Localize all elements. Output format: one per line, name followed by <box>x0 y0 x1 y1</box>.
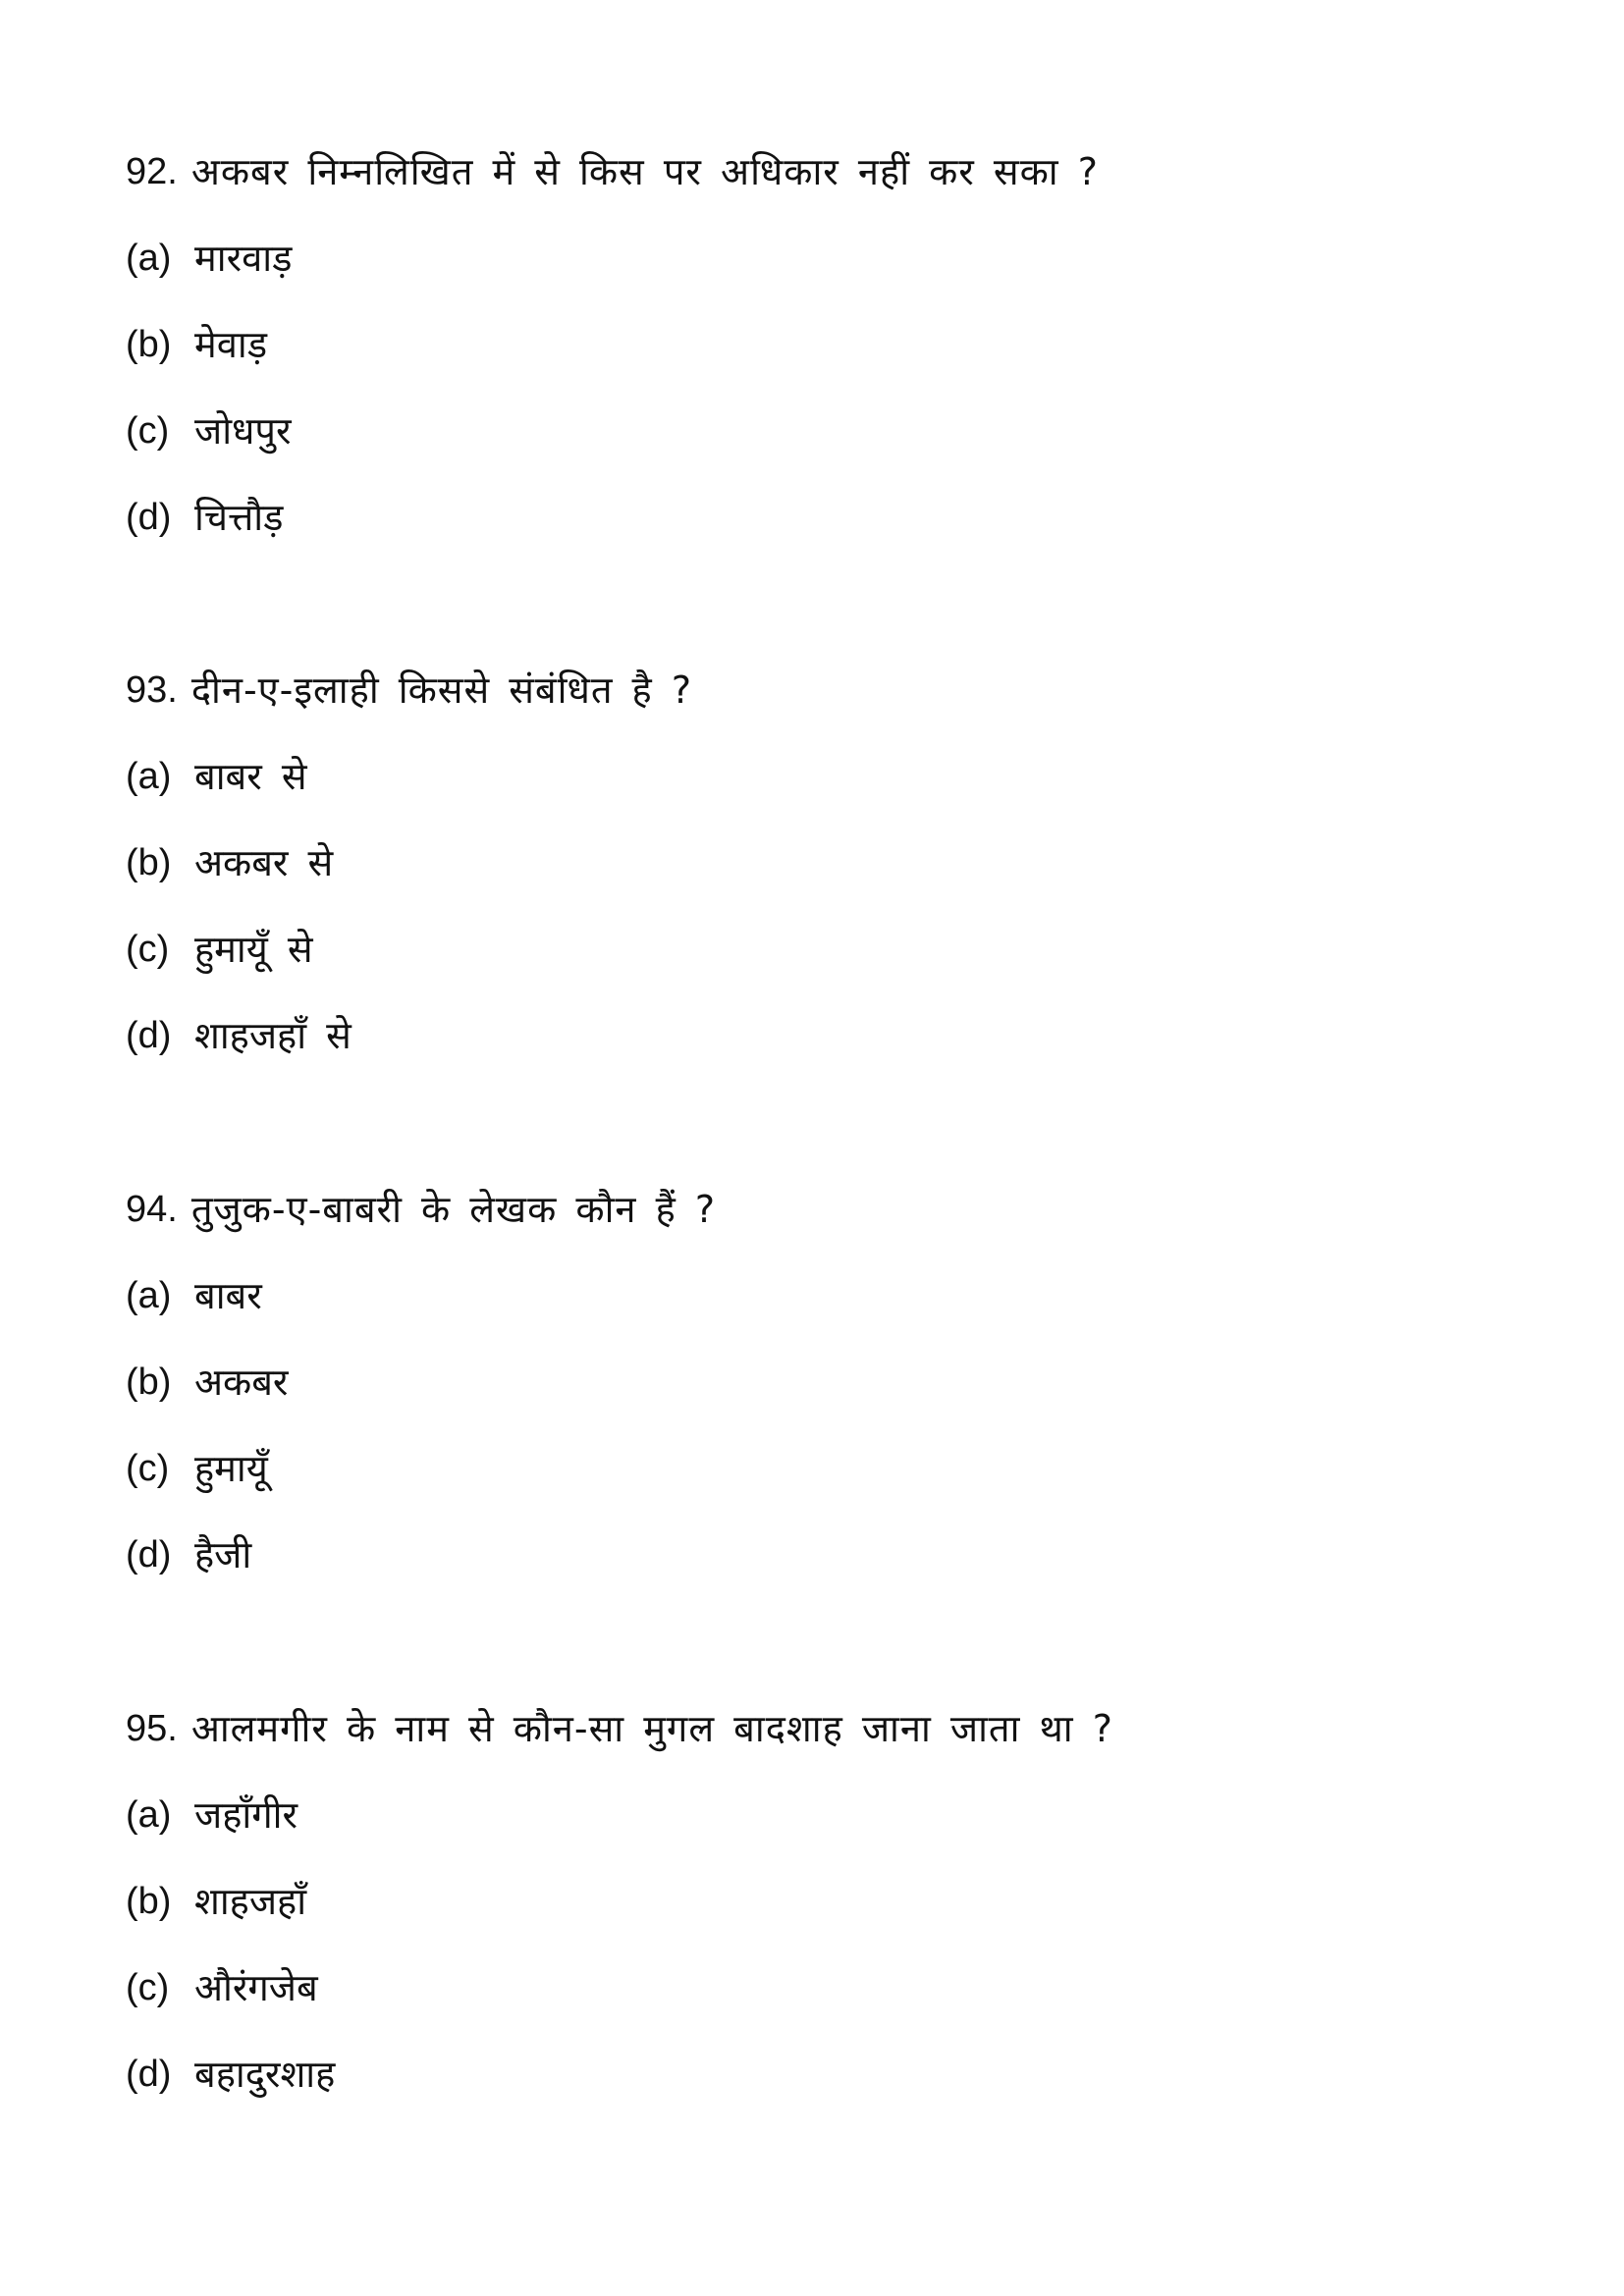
question-stem <box>126 1166 1520 1253</box>
option-d <box>126 992 1520 1079</box>
option-a <box>126 1253 1520 1339</box>
question-text: दीन-ए-इलाही किससे संबंधित है ? <box>190 668 692 712</box>
question-95 <box>126 1685 1520 2117</box>
option-text: अकबर से <box>194 841 334 884</box>
option-label: (a) <box>126 1794 172 1836</box>
option-text: औरंगजेब <box>194 1966 318 2009</box>
option-text: हुमायूँ से <box>194 928 313 971</box>
question-stem <box>126 647 1520 733</box>
question-text: अकबर निम्नलिखित में से किस पर अधिकार नहीं कर सका ? <box>190 150 1099 193</box>
option-text: बाबर <box>194 1274 262 1317</box>
question-stem <box>126 129 1520 215</box>
question-text: तुजुक-ए-बाबरी के लेखक कौन हैं ? <box>190 1188 717 1231</box>
option-b <box>126 820 1520 906</box>
option-d <box>126 474 1520 561</box>
option-text: हुमायूँ <box>194 1447 268 1490</box>
option-label: (d) <box>126 1015 172 1056</box>
option-a <box>126 733 1520 820</box>
question-text: आलमगीर के नाम से कौन-सा मुगल बादशाह जाना जाता था ? <box>190 1707 1113 1750</box>
option-label: (c) <box>126 1967 170 2008</box>
question-number: 92. <box>126 151 178 192</box>
option-label: (b) <box>126 1881 172 1922</box>
question-94 <box>126 1166 1520 1598</box>
option-b <box>126 1858 1520 1945</box>
question-stem <box>126 1685 1520 1772</box>
option-label: (d) <box>126 497 172 538</box>
question-number: 93. <box>126 669 178 711</box>
option-text: हैजी <box>194 1533 252 1576</box>
option-text: जोधपुर <box>194 409 292 453</box>
option-label: (b) <box>126 842 172 883</box>
option-label: (d) <box>126 1534 172 1575</box>
option-d <box>126 2031 1520 2117</box>
option-text: जहाँगीर <box>194 1793 298 1837</box>
option-label: (c) <box>126 929 170 970</box>
option-text: मेवाड़ <box>194 323 268 366</box>
option-label: (a) <box>126 1275 172 1316</box>
option-c <box>126 906 1520 992</box>
option-label: (c) <box>126 1448 170 1489</box>
option-text: बाबर से <box>194 755 307 798</box>
question-92 <box>126 129 1520 561</box>
option-a <box>126 1772 1520 1858</box>
option-text: मारवाड़ <box>194 237 293 280</box>
option-text: शाहजहाँ से <box>194 1014 352 1057</box>
question-number: 95. <box>126 1708 178 1749</box>
option-d <box>126 1512 1520 1598</box>
option-c <box>126 388 1520 474</box>
option-text: चित्तौड़ <box>194 496 284 539</box>
option-text: बहादुरशाह <box>194 2053 336 2096</box>
option-a <box>126 215 1520 301</box>
option-label: (c) <box>126 410 170 452</box>
question-number: 94. <box>126 1189 178 1230</box>
option-label: (a) <box>126 756 172 797</box>
option-label: (d) <box>126 2054 172 2095</box>
option-label: (a) <box>126 238 172 279</box>
option-label: (b) <box>126 324 172 365</box>
question-93 <box>126 647 1520 1079</box>
option-text: शाहजहाँ <box>194 1880 307 1923</box>
option-b <box>126 301 1520 388</box>
option-b <box>126 1339 1520 1425</box>
option-text: अकबर <box>194 1361 289 1404</box>
option-label: (b) <box>126 1362 172 1403</box>
option-c <box>126 1425 1520 1512</box>
option-c <box>126 1945 1520 2031</box>
